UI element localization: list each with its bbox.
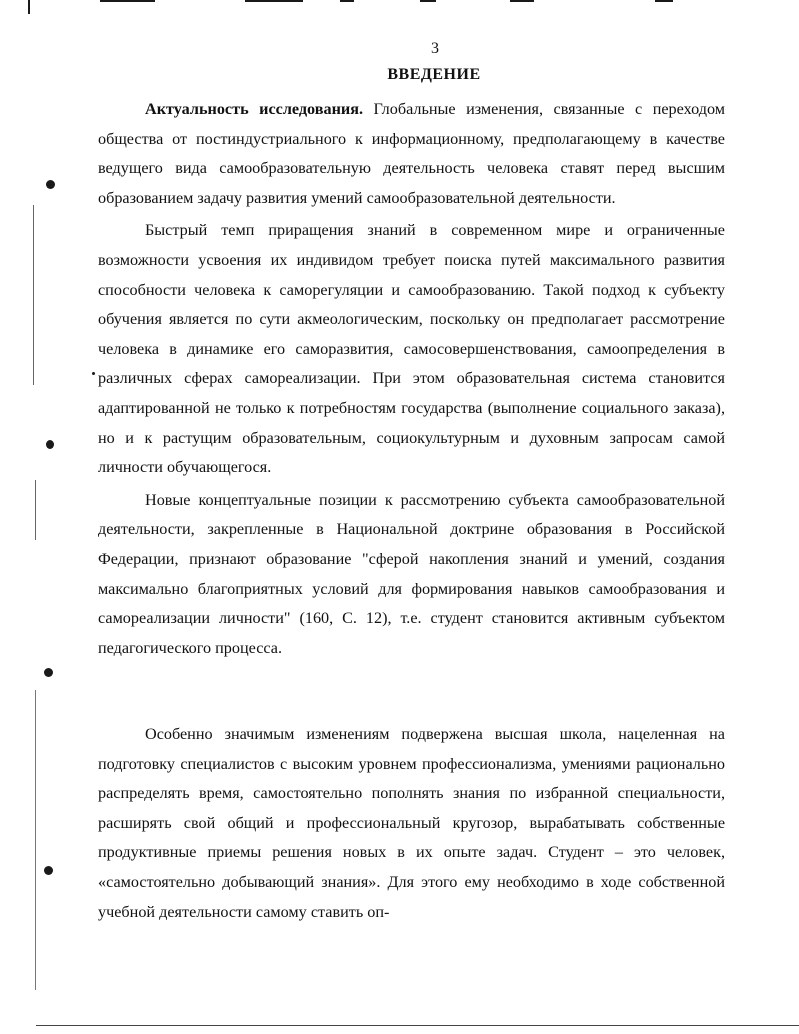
- body-text-part-2: [98, 720, 725, 927]
- section-heading: ВВЕДЕНИЕ: [387, 66, 481, 83]
- relevance-text: Глобальные изменения, связанные с переходом общества от постиндустриального к информационному, предполагающему в качестве ведущего вида самообразовательную деятельность человека ставят перед высшим образованием задачу развития умений самообразовательной деятельности.: [98, 100, 725, 207]
- paragraph-concept-positions: Новые концептуальные позиции к рассмотрению субъекта самообразовательной деятельности, закрепленные в Национальной доктрине образования в Российской Федерации, признают образование "сферой накопления знаний и умений, создания максимально благоприятных условий для формирования навыков самообразования и самореализации личности" (160, С. 12), т.е. студент становится активным субъектом педагогического процесса.: [98, 490, 725, 657]
- punch-hole-4: [44, 866, 53, 875]
- paragraph-knowledge-growth: Быстрый темп приращения знаний в современном мире и ограниченные возможности усвоения их индивидом требует поиска путей максимального развития способности человека к саморегуляции и самообразованию. Такой подход к субъекту обучения является по сути акмеологическим, поскольку он предполагает рассмотрение человека в динамике его саморазвития, самосовершенствования, самоопределения в различных сферах самореализации. При этом образовательная система становится адаптированной не только к потребностям государства (выполнение социального заказа), но и к растущим образовательным, социокультурным и духовным запросам самой личности обучающегося.: [98, 221, 725, 477]
- body-text-part-1: [98, 95, 725, 663]
- punch-hole-2: [46, 440, 54, 449]
- scan-artifact-top-3: [340, 0, 354, 2]
- page-bottom-edge: [36, 1025, 799, 1026]
- scan-artifact-left-line-1: [33, 205, 34, 385]
- punch-hole-3: [44, 668, 53, 677]
- relevance-lead: Актуальность исследования.: [145, 100, 364, 118]
- paragraph-higher-school: Особенно значимым изменениям подвержена высшая школа, нацеленная на подготовку специалистов с высоким уровнем профессионализма, умениями рационально распределять время, самостоятельно пополнять знания по избранной специальности, расширять свой общий и профессиональный кругозор, вырабатывать собственные продуктивные приемы решения новых в их опыте задач. Студент – это человек, «самостоятельно добывающий знания». Для этого ему необходимо в ходе собственной учебной деятельности самому ставить оп-: [98, 725, 725, 921]
- punch-hole-1: [46, 180, 55, 189]
- scan-artifact-top-4: [420, 0, 436, 2]
- scan-artifact-top-5: [510, 0, 534, 2]
- scan-artifact-top-1: [100, 0, 155, 2]
- scan-artifact-left-line-3: [35, 690, 36, 990]
- paragraph-relevance: [98, 95, 725, 213]
- scan-artifact-top-2: [245, 0, 303, 2]
- page-number: 3: [431, 40, 439, 57]
- scan-dot: [92, 372, 95, 375]
- scan-artifact-top-left: [28, 0, 30, 14]
- scan-artifact-top-6: [655, 0, 673, 2]
- scan-artifact-left-line-2: [35, 480, 36, 540]
